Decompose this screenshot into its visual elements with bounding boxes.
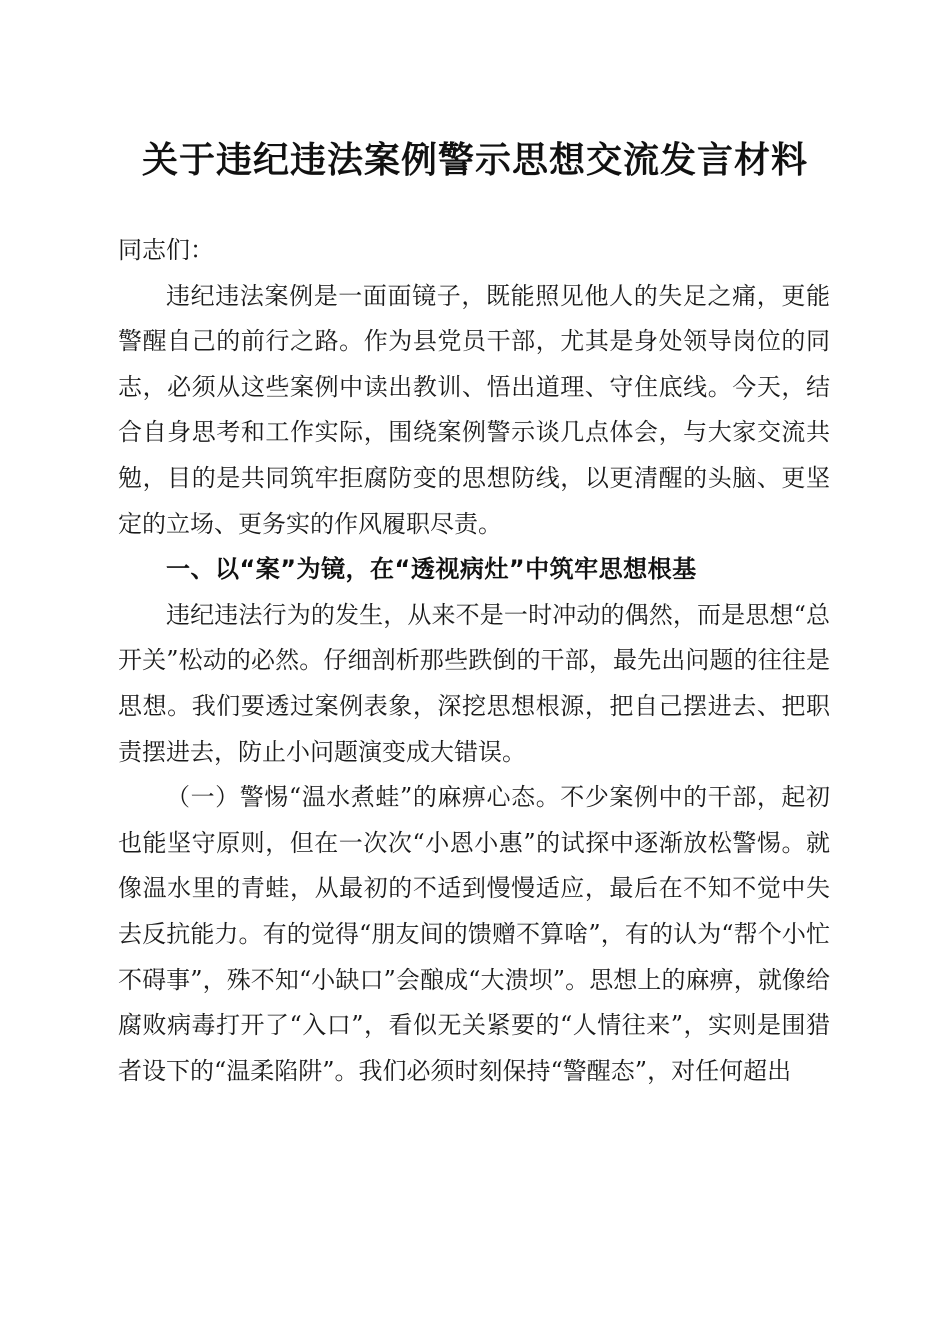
- section-1-heading: 一、以“案”为镜，在“透视病灶”中筑牢思想根基: [166, 555, 697, 584]
- subsection-1-paragraph: （一）警惕“温水煮蛙”的麻痹心态。不少案例中的干部，起初也能坚守原则，但在一次次“小恩小惠”的试探中逐渐放松警惕。就像温水里的青蛙，从最初的不适到慢慢适应，最后在不知不觉中失去反抗能力。有的觉得“朋友间的馈赠不算啥”，有的认为“帮个小忙不碍事”，殊不知“小缺口”会酿成“大溃坝”。思想上的麻痹，就像给腐败病毒打开了“入口”，看似无关紧要的“人情往来”，实则是围猎者设下的“温柔陷阱”。我们必须时刻保持“警醒态”，对任何超出: [118, 783, 830, 1085]
- section-1-paragraph: 违纪违法行为的发生，从来不是一时冲动的偶然，而是思想“总开关”松动的必然。仔细剖析那些跌倒的干部，最先出问题的往往是思想。我们要透过案例表象，深挖思想根源，把自己摆进去、把职责摆进去，防止小问题演变成大错误。: [118, 600, 830, 766]
- salutation: 同志们：: [118, 236, 214, 264]
- intro-paragraph: 违纪违法案例是一面面镜子，既能照见他人的失足之痛，更能警醒自己的前行之路。作为县党员干部，尤其是身处领导岗位的同志，必须从这些案例中读出教训、悟出道理、守住底线。今天，结合自身思考和工作实际，围绕案例警示谈几点体会，与大家交流共勉，目的是共同筑牢拒腐防变的思想防线，以更清醒的头脑、更坚定的立场、更务实的作风履职尽责。: [118, 281, 830, 538]
- document-title: 关于违纪违法案例警示思想交流发言材料: [141, 139, 808, 181]
- document-body: [118, 228, 830, 1094]
